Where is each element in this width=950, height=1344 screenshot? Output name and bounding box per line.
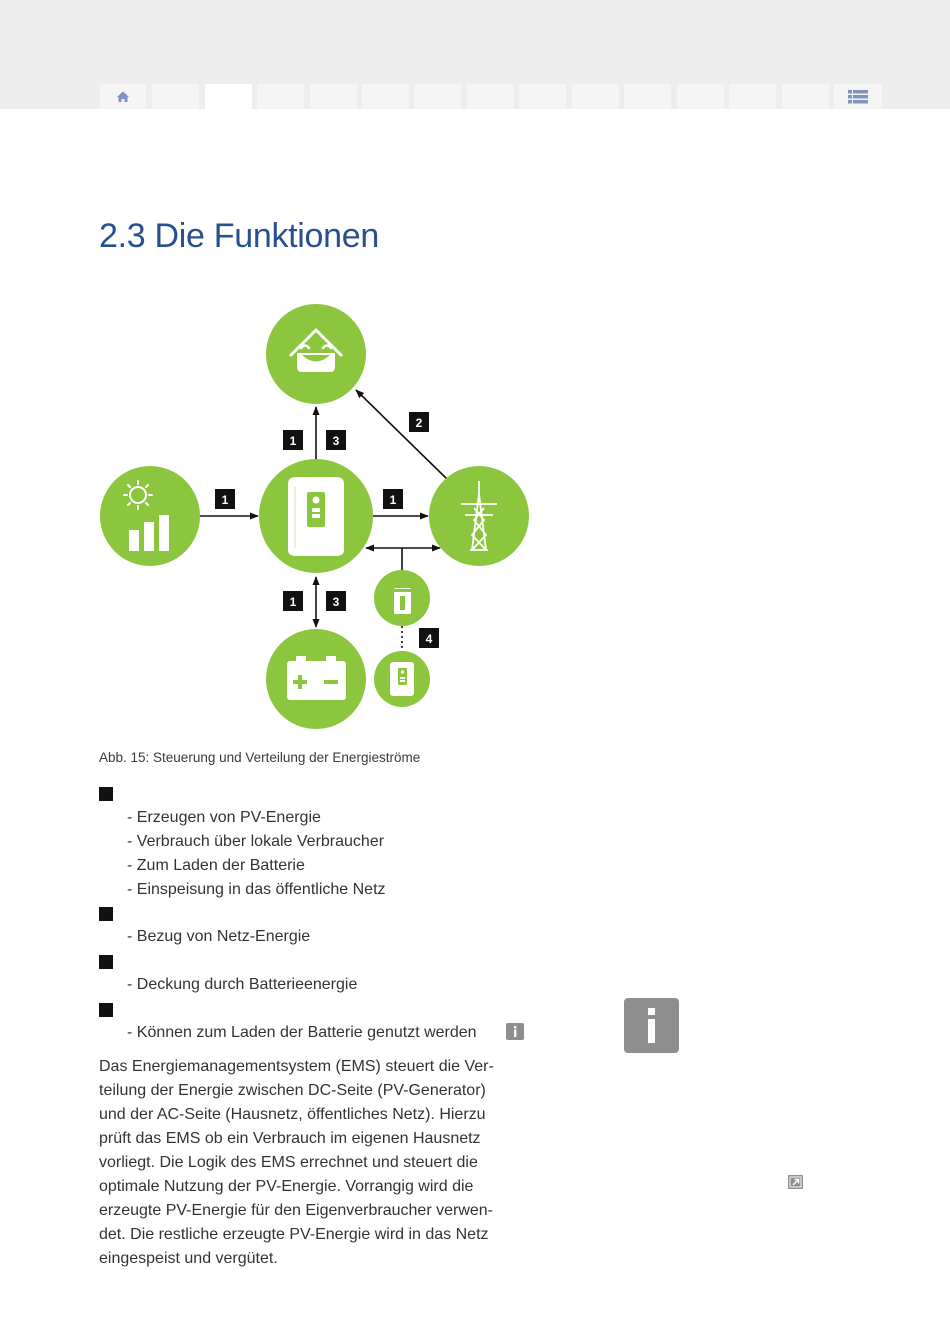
nav-tab[interactable] <box>782 84 829 109</box>
nav-tab[interactable] <box>624 84 671 109</box>
list-item: - Erzeugen von PV-Energie <box>127 809 321 826</box>
list-tab[interactable] <box>834 84 882 109</box>
battery-icon <box>287 656 346 700</box>
body-text-line: optimale Nutzung der PV-Energie. Vorrangig wird die <box>99 1178 474 1195</box>
arrow-grid-to-house <box>356 390 447 479</box>
list-icon <box>834 84 882 109</box>
svg-text:2: 2 <box>415 416 423 430</box>
list-item: - Bezug von Netz-Energie <box>127 928 311 945</box>
external-link-icon[interactable] <box>788 1175 803 1189</box>
body-text-line: det. Die restliche erzeugte PV-Energie wird in das Netz <box>99 1226 489 1243</box>
legend-box-4 <box>99 1003 113 1017</box>
inverter-node <box>259 459 373 573</box>
body-text-line: Das Energiemanagementsystem (EMS) steuert die Ver- <box>99 1058 494 1075</box>
meter-icon <box>394 588 411 614</box>
svg-text:3: 3 <box>332 434 340 448</box>
label-box <box>283 430 303 450</box>
meter-node <box>374 570 430 626</box>
section-heading: 2.3 Die Funktionen <box>99 217 379 255</box>
svg-text:1: 1 <box>221 493 229 507</box>
nav-tab[interactable] <box>677 84 724 109</box>
list-item: - Können zum Laden der Batterie genutzt werden <box>127 1024 477 1041</box>
nav-tab[interactable] <box>729 84 776 109</box>
home-tab[interactable] <box>100 84 146 109</box>
svg-text:3: 3 <box>332 595 340 609</box>
label-box <box>326 430 346 450</box>
label-box <box>326 591 346 611</box>
nav-tab-active[interactable] <box>205 84 252 109</box>
label-box <box>215 489 235 509</box>
legend-box-2 <box>99 907 113 921</box>
body-text-line: teilung der Energie zwischen DC-Seite (PV-Generator) <box>99 1082 486 1099</box>
svg-text:1: 1 <box>289 595 297 609</box>
body-text-line: und der AC-Seite (Hausnetz, öffentliches Netz). Hierzu <box>99 1106 486 1123</box>
device-icon <box>390 662 414 696</box>
figure-caption: Abb. 15: Steuerung und Verteilung der Energieströme <box>99 750 421 765</box>
energy-flow-diagram <box>95 300 535 735</box>
battery-node <box>266 629 366 729</box>
label-box <box>409 412 429 432</box>
label-box <box>383 489 403 509</box>
nav-tab[interactable] <box>572 84 619 109</box>
svg-text:1: 1 <box>289 434 297 448</box>
body-text-line: erzeugte PV-Energie für den Eigenverbraucher verwen- <box>99 1202 493 1219</box>
body-text-line: eingespeist und vergütet. <box>99 1250 278 1267</box>
info-icon[interactable] <box>624 998 679 1053</box>
nav-tab[interactable] <box>310 84 357 109</box>
label-box <box>419 628 439 648</box>
nav-tab[interactable] <box>467 84 514 109</box>
nav-tab[interactable] <box>362 84 409 109</box>
list-item: - Zum Laden der Batterie <box>127 857 305 874</box>
legend-box-1 <box>99 787 113 801</box>
list-item: - Deckung durch Batterieenergie <box>127 976 358 993</box>
nav-tab[interactable] <box>519 84 566 109</box>
nav-tab[interactable] <box>257 84 304 109</box>
list-item: - Einspeisung in das öffentliche Netz <box>127 881 386 898</box>
legend-box-3 <box>99 955 113 969</box>
inverter-icon <box>288 477 344 556</box>
svg-text:1: 1 <box>389 493 397 507</box>
svg-text:4: 4 <box>425 632 433 646</box>
house-node <box>266 304 366 404</box>
body-text-line: prüft das EMS ob ein Verbrauch im eigenen Hausnetz <box>99 1130 481 1147</box>
device-node <box>374 651 430 707</box>
body-text-line: vorliegt. Die Logik des EMS errechnet und steuert die <box>99 1154 478 1171</box>
label-box <box>283 591 303 611</box>
info-icon[interactable] <box>506 1023 524 1040</box>
home-icon <box>100 84 146 109</box>
list-item: - Verbrauch über lokale Verbraucher <box>127 833 385 850</box>
navigation-tabs <box>100 84 882 109</box>
solar-node <box>100 466 200 566</box>
nav-tab[interactable] <box>414 84 461 109</box>
grid-node <box>429 466 529 566</box>
nav-tab[interactable] <box>152 84 199 109</box>
